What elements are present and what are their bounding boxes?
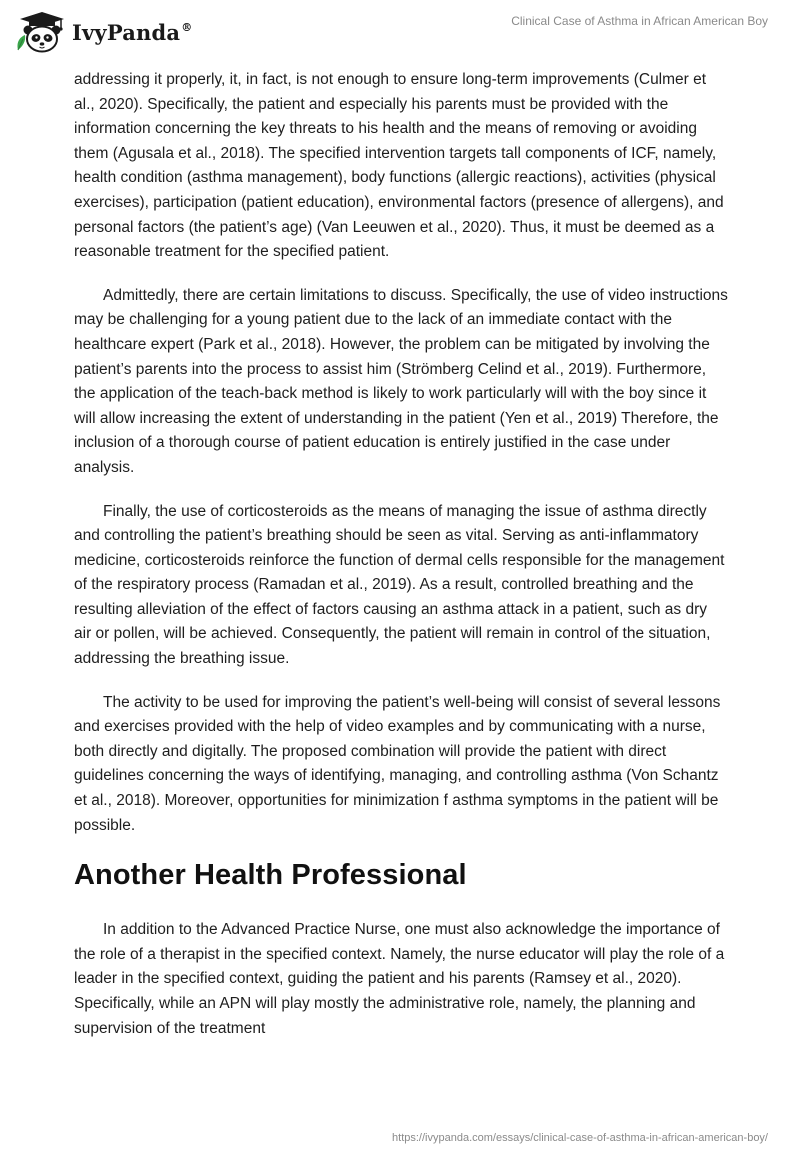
paragraph-continued: addressing it properly, it, in fact, is not enough to ensure long-term improvements (Culmer et al., 2020). Specifically, the patient and especially his parents must be provided with the information concerning the key threats to his health and the means of removing or avoiding them (Agusala et al., 2018). The specified intervention targets tall components of ICF, namely, health condition (asthma management), body functions (allergic reactions), activities (physical exercises), participation (patient education), environmental factors (presence of allergens), and personal factors (the patient’s age) (Van Leeuwen et al., 2020). Thus, it must be deemed as a reasonable treatment for the specified patient.	[74, 71, 724, 261]
ivypanda-logo-link[interactable]	[12, 10, 192, 54]
paragraph-limitations: Admittedly, there are certain limitations to discuss. Specifically, the use of video instructions may be challenging for a young patient due to the lack of an immediate contact with the healthcare expert (Park et al., 2018). However, the problem can be mitigated by involving the patient’s parents into the process to assist him (Strömberg Celind et al., 2019). Furthermore, the application of the teach-back method is likely to work particularly will with the boy since it will allow increasing the extent of understanding in the patient (Yen et al., 2019) Therefore, the inclusion of a thorough course of patient education is entirely justified in the case under analysis.	[74, 286, 728, 476]
essay-body	[74, 68, 728, 1060]
panda-graduate-logo-icon	[12, 10, 68, 54]
paragraph-corticosteroids: Finally, the use of corticosteroids as the means of managing the issue of asthma directly and controlling the patient’s breathing should be seen as vital. Serving as anti-inflammatory medicine, corticosteroids reinforce the function of dermal cells responsible for the management of the respiratory process (Ramadan et al., 2019). As a result, controlled breathing and the resulting alleviation of the effect of factors causing an asthma attack in a patient, such as dry air or pollen, will be achieved. Consequently, the patient will remain in control of the situation, addressing the breathing issue.	[74, 502, 725, 668]
section-heading: Another Health Professional	[74, 859, 467, 892]
paragraph-activity: The activity to be used for improving the patient’s well-being will consist of several lessons and exercises provided with the help of video examples and by communicating with a nurse, both directly and digitally. The proposed combination will provide the patient with direct guidelines concerning the ways of identifying, managing, and controlling asthma (Von Schantz et al., 2018). Moreover, opportunities for minimization f asthma symptoms in the patient will be possible.	[74, 693, 721, 834]
paragraph-another-professional: In addition to the Advanced Practice Nurse, one must also acknowledge the importance of the role of a therapist in the specified context. Namely, the nurse educator will play the role of a leader in the specified context, guiding the patient and his parents (Ramsey et al., 2020). Specifically, while an APN will play mostly the administrative role, namely, the planning and supervision of the treatment	[74, 921, 725, 1037]
brand-name: IvyPanda®	[72, 19, 193, 45]
source-url-link[interactable]: https://ivypanda.com/essays/clinical-case-of-asthma-in-african-american-boy/	[392, 1132, 768, 1144]
document-title: Clinical Case of Asthma in African American Boy	[511, 14, 768, 28]
page-header	[0, 0, 800, 64]
